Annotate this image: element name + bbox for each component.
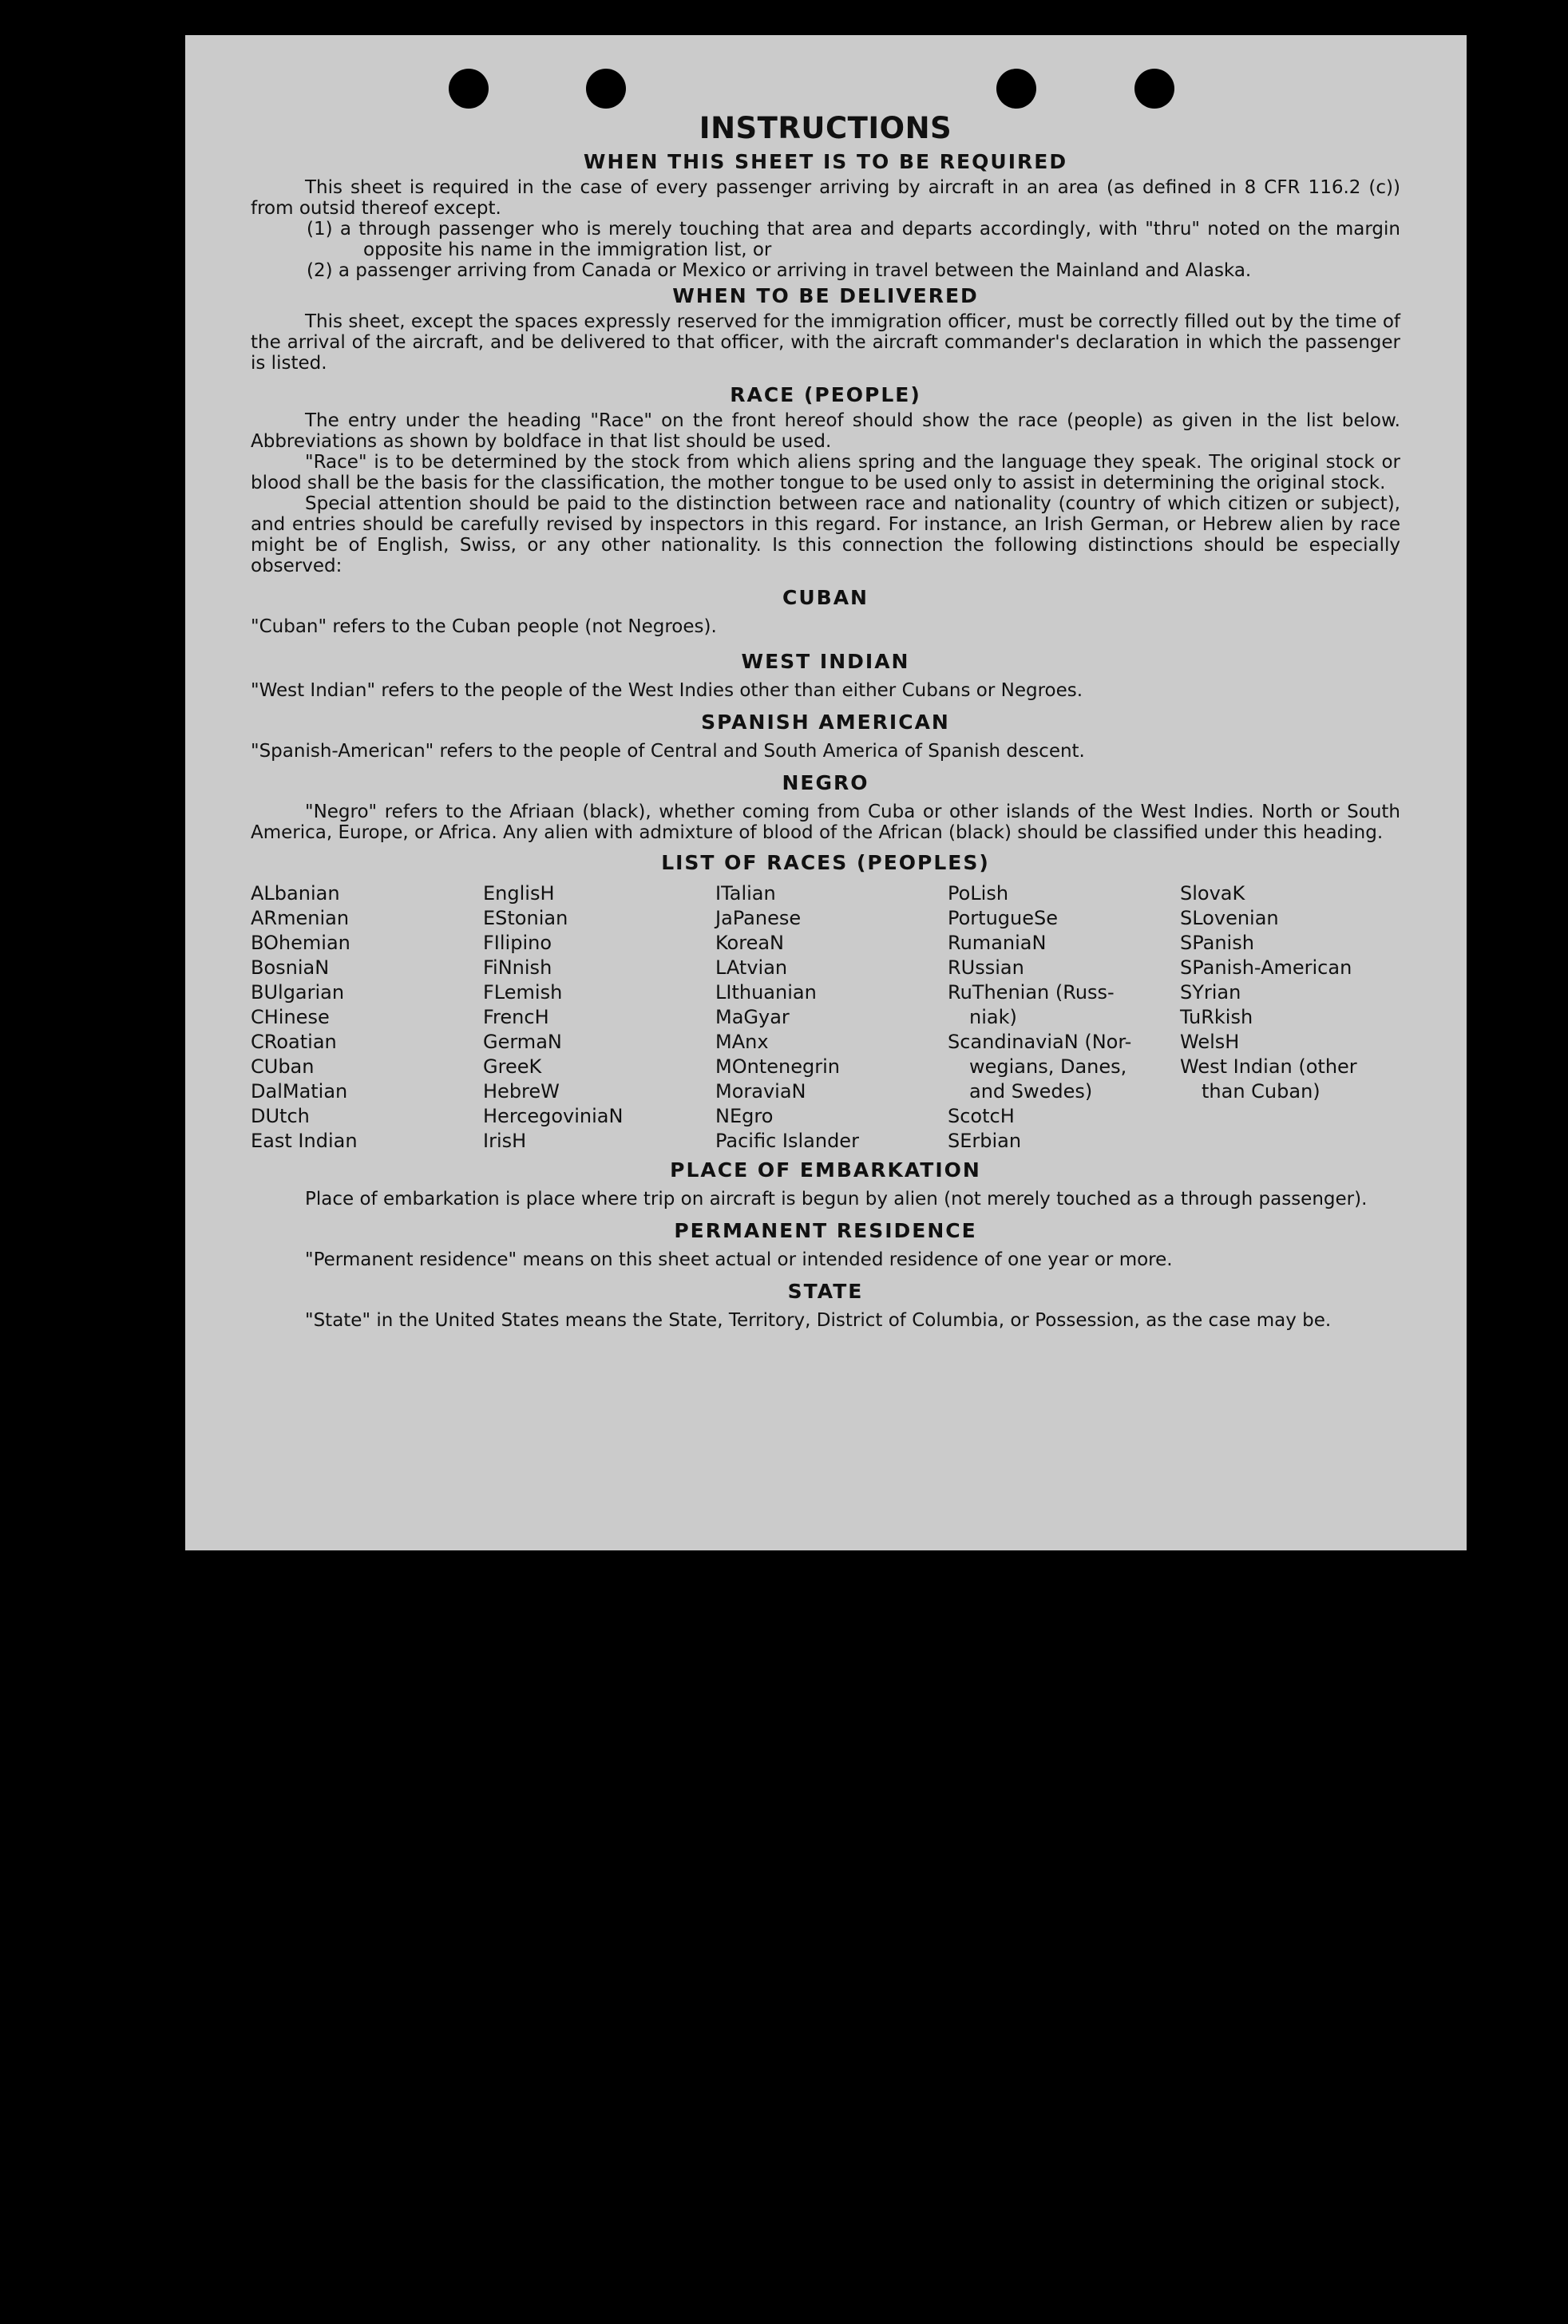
spanish-american-heading: SPANISH AMERICAN: [701, 711, 950, 734]
punch-hole: [449, 69, 489, 109]
race-entry: FiNnish: [483, 956, 552, 979]
instructions-content: [251, 110, 1400, 1331]
race-entry: ARmenian: [251, 907, 350, 929]
delivered-text: This sheet, except the spaces expressly reserved for the immigration officer, must be correctly filled out by the time of the arrival of the aircraft, and be delivered to that officer, with the aircraft commander's declaration in which the passenger is listed.: [251, 311, 1400, 374]
race-entry: PoLish: [948, 882, 1009, 905]
race-entry: ScotcH: [948, 1105, 1015, 1127]
race-entry: PortugueSe: [948, 907, 1058, 929]
race-entry: EStonian: [483, 907, 568, 929]
race-entry: West Indian (other: [1180, 1055, 1357, 1078]
race-entry: SlovaK: [1180, 882, 1245, 905]
residence-heading: PERMANENT RESIDENCE: [674, 1219, 977, 1242]
race-entry: ALbanian: [251, 882, 340, 905]
race-entry: CUban: [251, 1055, 315, 1078]
negro-heading: NEGRO: [782, 771, 869, 794]
race-entry: BUlgarian: [251, 981, 345, 1004]
races-column: [948, 881, 1180, 1154]
race-entry: SPanish: [1180, 932, 1254, 954]
race-entry: HercegoviniaN: [483, 1105, 624, 1127]
race-paragraph-2: "Race" is to be determined by the stock from which aliens spring and the language they speak. The original stock or blood shall be the basis for the classification, the mother tongue to be used only to assist in determining the original stock.: [251, 452, 1400, 493]
instructions-title: INSTRUCTIONS: [699, 111, 952, 145]
race-entry: Pacific Islander: [715, 1130, 859, 1152]
race-entry: FLemish: [483, 981, 563, 1004]
spanish-american-text: "Spanish-American" refers to the people of Central and South America of Spanish descent.: [251, 741, 1085, 762]
required-text: This sheet is required in the case of every passenger arriving by aircraft in an area (as defined in 8 CFR 116.2 (c)) from outsid thereof except.: [251, 177, 1400, 219]
race-entry: than Cuban): [1202, 1080, 1321, 1103]
race-entry: MaGyar: [715, 1006, 790, 1028]
state-text: "State" in the United States means the State, Territory, District of Columbia, or Possession, as the case may be.: [305, 1310, 1332, 1331]
instruction-sheet: [185, 35, 1467, 1550]
race-entry: GermaN: [483, 1031, 562, 1053]
cuban-text: "Cuban" refers to the Cuban people (not Negroes).: [251, 616, 717, 637]
race-entry: and Swedes): [969, 1080, 1093, 1103]
required-item-2: (2) a passenger arriving from Canada or Mexico or arriving in travel between the Mainland and Alaska.: [307, 260, 1252, 281]
race-paragraph-3: Special attention should be paid to the distinction between race and nationality (country of which citizen or subject), and entries should be carefully revised by inspectors in this regard. For instance, an Irish German, or Hebrew alien by race might be of English, Swiss, or any other nationality. Is this connection the following distinctions should be especially observed:: [251, 493, 1400, 576]
required-heading: WHEN THIS SHEET IS TO BE REQUIRED: [583, 150, 1068, 173]
negro-text: "Negro" refers to the Afriaan (black), whether coming from Cuba or other islands of the West Indies. North or South America, Europe, or Africa. Any alien with admixture of blood of the African (black) should be classified under this heading.: [251, 802, 1400, 843]
race-entry: WelsH: [1180, 1031, 1240, 1053]
race-entry: FrencH: [483, 1006, 549, 1028]
race-entry: DalMatian: [251, 1080, 348, 1103]
race-entry: GreeK: [483, 1055, 542, 1078]
race-entry: HebreW: [483, 1080, 560, 1103]
race-entry: IrisH: [483, 1130, 527, 1152]
race-entry: BOhemian: [251, 932, 350, 954]
race-entry: RumaniaN: [948, 932, 1047, 954]
race-paragraph-1: The entry under the heading "Race" on the front hereof should show the race (people) as given in the list below. Abbreviations as shown by boldface in that list should be used.: [251, 410, 1400, 452]
cuban-heading: CUBAN: [782, 586, 869, 609]
race-entry: FIlipino: [483, 932, 552, 954]
race-entry: DUtch: [251, 1105, 310, 1127]
race-entry: KoreaN: [715, 932, 784, 954]
punch-hole: [1134, 69, 1174, 109]
race-entry: ITalian: [715, 882, 776, 905]
races-list: [251, 881, 1400, 1154]
race-entry: EnglisH: [483, 882, 555, 905]
race-entry: JaPanese: [715, 907, 802, 929]
race-entry: SPanish-American: [1180, 956, 1352, 979]
races-column: [251, 881, 483, 1154]
race-entry: wegians, Danes,: [969, 1055, 1127, 1078]
race-entry: SYrian: [1180, 981, 1241, 1004]
race-entry: niak): [969, 1006, 1017, 1028]
race-entry: BosniaN: [251, 956, 330, 979]
race-entry: MAnx: [715, 1031, 769, 1053]
residence-text: "Permanent residence" means on this sheet actual or intended residence of one year or more.: [305, 1249, 1173, 1270]
state-heading: STATE: [787, 1280, 864, 1303]
race-entry: CRoatian: [251, 1031, 337, 1053]
race-entry: RUssian: [948, 956, 1024, 979]
race-entry: CHinese: [251, 1006, 330, 1028]
race-entry: RuThenian (Russ-: [948, 981, 1115, 1004]
delivered-heading: WHEN TO BE DELIVERED: [672, 284, 979, 307]
races-column: [483, 881, 715, 1154]
embarkation-heading: PLACE OF EMBARKATION: [670, 1158, 981, 1182]
punch-hole: [996, 69, 1036, 109]
race-entry: TuRkish: [1180, 1006, 1253, 1028]
west-indian-heading: WEST INDIAN: [741, 650, 910, 673]
race-entry: LAtvian: [715, 956, 788, 979]
race-entry: MOntenegrin: [715, 1055, 840, 1078]
list-of-races-heading: LIST OF RACES (PEOPLES): [661, 851, 990, 874]
race-entry: SErbian: [948, 1130, 1022, 1152]
races-column: [715, 881, 948, 1154]
race-entry: SLovenian: [1180, 907, 1279, 929]
race-entry: ScandinaviaN (Nor-: [948, 1031, 1132, 1053]
race-entry: East Indian: [251, 1130, 358, 1152]
embarkation-text: Place of embarkation is place where trip on aircraft is begun by alien (not merely touched as a through passenger).: [305, 1189, 1368, 1210]
punch-hole: [586, 69, 626, 109]
race-entry: MoraviaN: [715, 1080, 806, 1103]
races-column: [1180, 881, 1400, 1154]
west-indian-text: "West Indian" refers to the people of the West Indies other than either Cubans or Negroes.: [251, 680, 1083, 701]
race-heading: RACE (PEOPLE): [730, 383, 921, 406]
required-item-1: (1) a through passenger who is merely touching that area and departs accordingly, with "thru" noted on the margin opposite his name in the immigration list, or: [307, 219, 1400, 260]
race-entry: NEgro: [715, 1105, 774, 1127]
race-entry: LIthuanian: [715, 981, 817, 1004]
